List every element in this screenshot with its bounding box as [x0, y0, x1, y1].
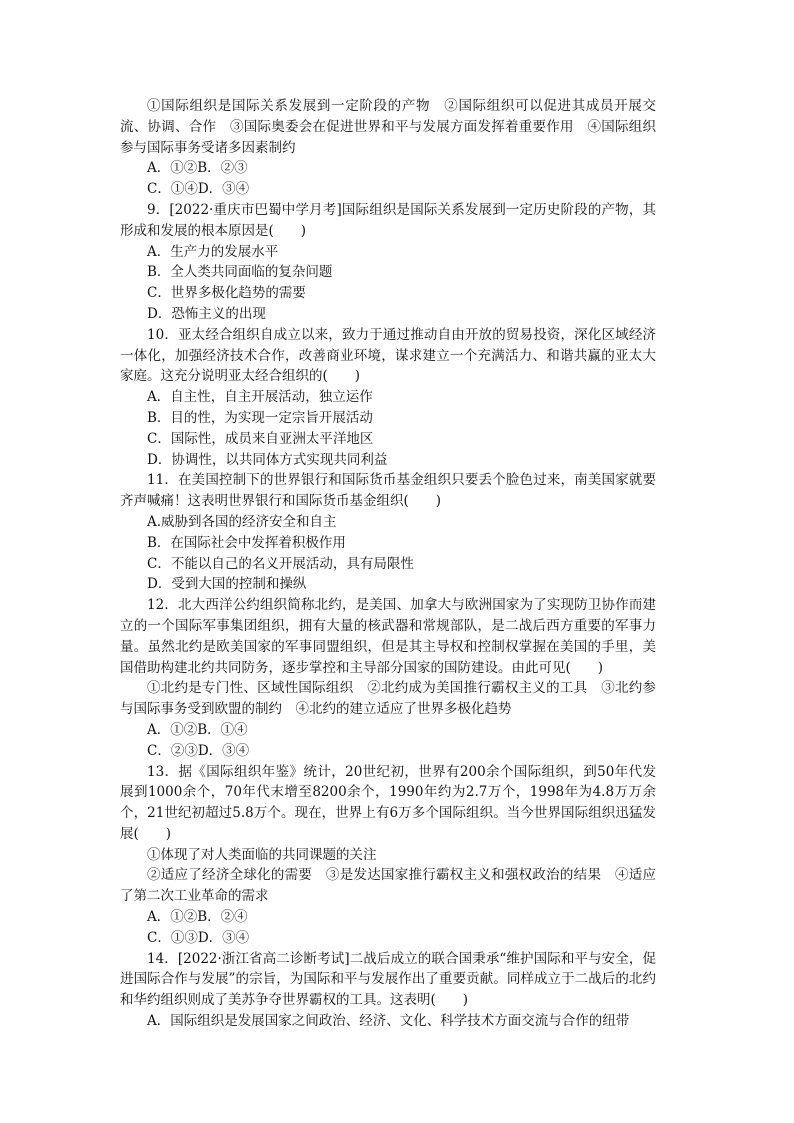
document-page	[120, 96, 656, 1032]
choice-line: A．自主性，自主开展活动，独立运作	[147, 389, 373, 406]
choice-line: B．全人类共同面临的复杂问题	[147, 264, 333, 281]
question-12: 12．北大西洋公约组织简称北约，是美国、加拿大与欧洲国家为了实现防卫协作而建立的一个国际军事集团组织，拥有大量的核武器和常规部队，是二战后西方重要的军事力量。虽然北约是欧美国家的军事同盟组织，但是其主导权和控制权掌握在美国的手里，美国借助构建北约共同防务，逐步掌控和主导部分国家的国防建设。由此可见( )	[120, 597, 656, 676]
statement-options-q13-cont: ②适应了经济全球化的需要 ③是发达国家推行霸权主义和强权政治的结果 ④适应了第二次工业革命的需求	[120, 867, 656, 905]
statement-options-q8: ①国际组织是国际关系发展到一定阶段的产物 ②国际组织可以促进其成员开展交流、协调、合作 ③国际奥委会在促进世界和平与发展方面发挥着重要作用 ④国际组织参与国际事务受诸多因素制约	[120, 98, 656, 156]
choice-line: C．世界多极化趋势的需要	[147, 285, 306, 302]
question-11: 11．在美国控制下的世界银行和国际货币基金组织只要丢个脸色过来，南美国家就要齐声喊痛！这表明世界银行和国际货币基金组织( )	[120, 472, 656, 510]
choice-line: A．①②B．②③	[147, 160, 248, 177]
choice-line: C．①④D．③④	[147, 181, 250, 198]
question-10: 10．亚太经合组织自成立以来，致力于通过推动自由开放的贸易投资，深化区域经济一体化，加强经济技术合作，改善商业环境，谋求建立一个充满活力、和谐共赢的亚太大家庭。这充分说明亚太经合组织的( )	[120, 326, 656, 385]
question-14: 14．[2022·浙江省高二诊断考试]二战后成立的联合国秉承“维护国际和平与安全，促进国际合作与发展”的宗旨，为国际和平与发展作出了重要贡献。同样成立于二战后的北约和华约组织则成了美苏争夺世界霸权的工具。这表明( )	[120, 950, 656, 1009]
choice-line: D．恐怖主义的出现	[147, 305, 266, 322]
question-9: 9．[2022·重庆市巴蜀中学月考]国际组织是国际关系发展到一定历史阶段的产物，其形成和发展的根本原因是( )	[120, 201, 656, 239]
choice-line: A.威胁到各国的经济安全和自主	[147, 513, 337, 530]
choice-line: A．国际组织是发展国家之间政治、经济、文化、科学技术方面交流与合作的纽带	[147, 1013, 630, 1030]
choice-line: A．①②B．②④	[147, 909, 248, 926]
choice-line: C．②③D．③④	[147, 742, 250, 759]
question-13: 13．据《国际组织年鉴》统计，20世纪初，世界有200余个国际组织，到50年代发展到1000余个，70年代末增至8200余个，1990年约为2.7万个，1998年为4.8万万余个，21世纪初超过5.8万个。现在，世界上有6万多个国际组织。当今世界国际组织迅猛发展( )	[120, 763, 656, 842]
statement-options-q12: ①北约是专门性、区域性国际组织 ②北约成为美国推行霸权主义的工具 ③北约参与国际事务受到欧盟的制约 ④北约的建立适应了世界多极化趋势	[120, 680, 656, 718]
choice-line: B．目的性，为实现一定宗旨开展活动	[147, 409, 373, 426]
choice-line: A．①②B．①④	[147, 721, 248, 738]
statement-options-q13: ①体现了对人类面临的共同课题的关注	[147, 846, 377, 863]
choice-line: A．生产力的发展水平	[147, 243, 279, 260]
choice-line: C．国际性，成员来自亚洲太平洋地区	[147, 430, 374, 447]
choice-line: C．①③D．③④	[147, 929, 250, 946]
choice-line: D．受到大国的控制和操纵	[147, 576, 307, 593]
choice-line: D．协调性，以共同体方式实现共同利益	[147, 451, 388, 468]
choice-line: B．在国际社会中发挥着积极作用	[147, 534, 346, 551]
choice-line: C．不能以自己的名义开展活动，具有局限性	[147, 555, 414, 572]
